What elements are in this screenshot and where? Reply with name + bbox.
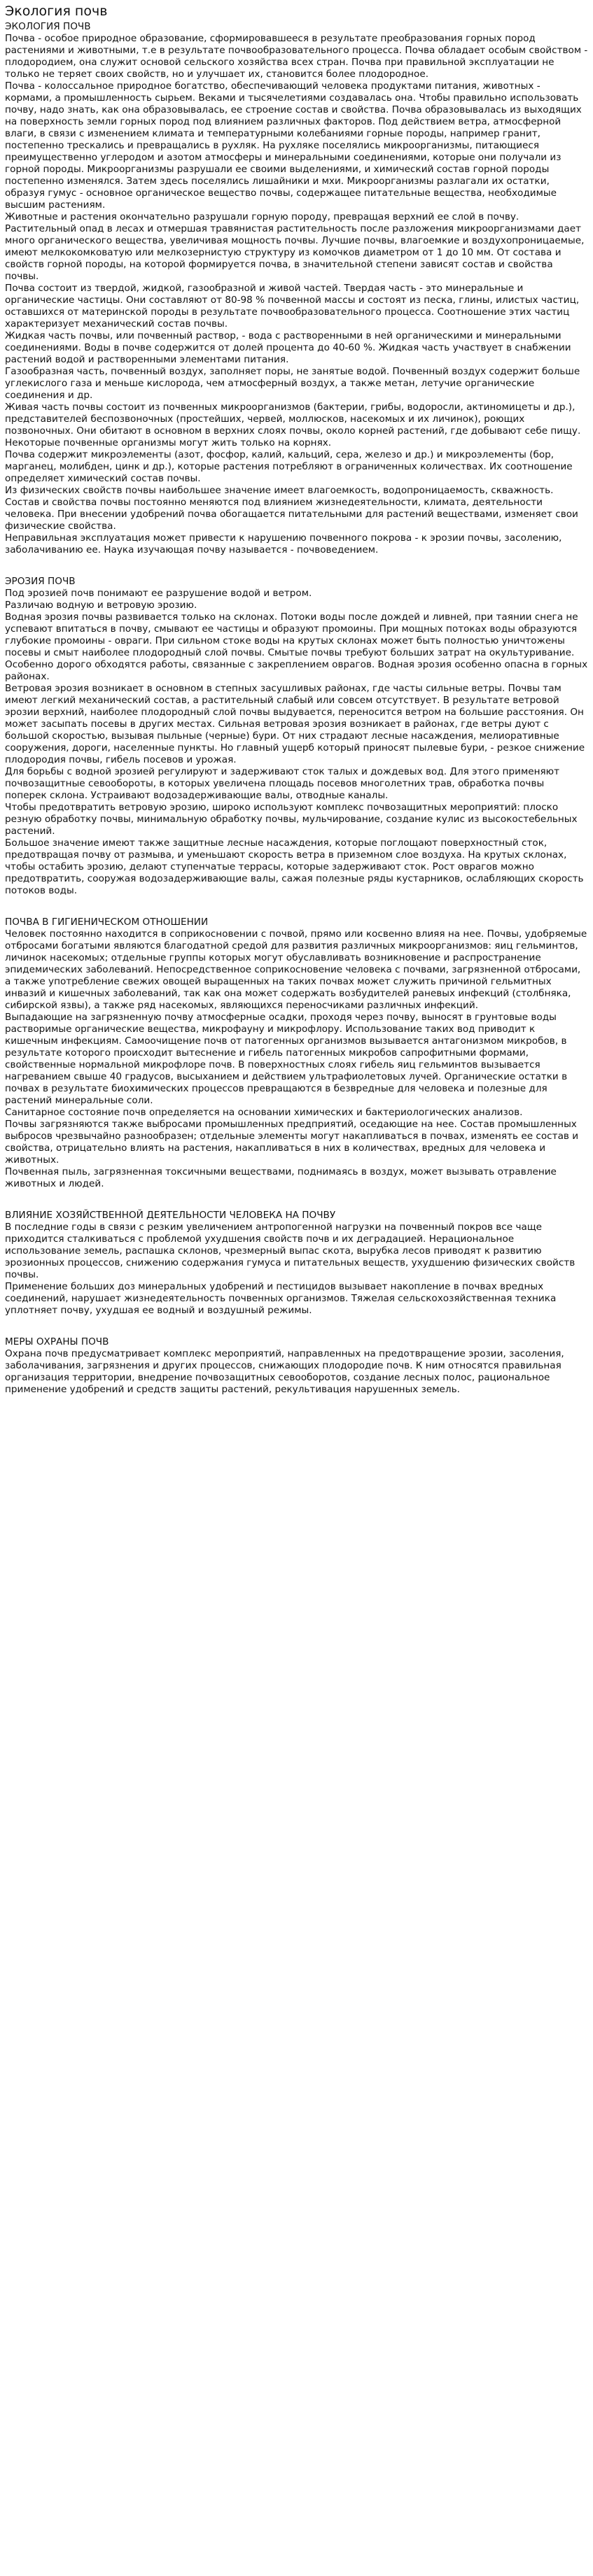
paragraph: Охрана почв предусматривает комплекс мероприятий, направленных на предотвращение эрозии, засоления, заболачивания, загрязнения и других процессов, снижающих плодородие почв. К ним относятся правильная организация территории, внедрение почвозащитных севооборотов, создание лесных полос, рациональное применение удобрений и средств защиты растений, рекультивация нарушенных земель. (5, 1348, 564, 1395)
site-title: Экология почв (5, 3, 108, 19)
paragraph: Различаю водную и ветровую эрозию. (5, 600, 197, 611)
paragraph: Ветровая эрозия возникает в основном в степных засушливых районах, где часты сильные ветры. Почвы там имеют легкий механический состав, а растительный слабый или совсем отсутствует. В результате ветровой эрозии верхний, наиболее плодородный слой почвы выдувается, переносится ветром на большие расстояния. Он может засыпать посевы в других местах. Сильная ветровая эрозия возникает в районах, где ветры дуют с большой скоростью, вызывая пыльные (черные) бури. От них страдают лесные насаждения, мелиоративные сооружения, дороги, населенные пункты. Но главный ущерб который приносят пылевые бури, - резкое снижение плодородия почвы, гибель посевов и урожая. (5, 683, 585, 765)
article-section (5, 1336, 588, 1396)
section-body (5, 33, 588, 556)
paragraph: Почва - особое природное образование, сформировавшееся в результате преобразования горных пород растениями и животными, т.е в результате почвообразовательного процесса. Почва обладает особым свойством - плодородием, она служит основой сельского хозяйства всех стран. Почва при правильной эксплуатации не только не теряет своих свойств, но и улучшает их, становится более плодородное. (5, 33, 588, 80)
paragraph: Применение больших доз минеральных удобрений и пестицидов вызывает накопление в почвах вредных соединений, нарушает жизнедеятельность почвенных организмов. Тяжелая сельскохозяйственная техника уплотняет почву, ухудшая ее водный и воздушный режимы. (5, 1281, 557, 1316)
paragraph: Человек постоянно находится в соприкосновении с почвой, прямо или косвенно влияя на нее. Почвы, удобряемые отбросами богатыми являются благодатной средой для развития различных микроорганизмов: яиц гельминтов, личинок насекомых; отдельные группы которых могут обуславливать возникновение и распространение эпидемических заболеваний. Непосредственное соприкосновение человека с почвами, загрязненной отбросами, а также употребление свежих овощей выращенных на таких почвах может служить причиной гельмитных инвазий и кишечных заболеваний, так как она может содержать возбудителей раневых инфекций (столбняка, сибирской язвы), а также ряд насекомых, являющихся переносчиками различных инфекций. (5, 928, 587, 1011)
article-section (5, 21, 588, 556)
paragraph: Под эрозией почв понимают ее разрушение водой и ветром. (5, 588, 312, 599)
section-heading: ВЛИЯНИЕ ХОЗЯЙСТВЕННОЙ ДЕЯТЕЛЬНОСТИ ЧЕЛОВЕКА НА ПОЧВУ (5, 1210, 336, 1221)
paragraph: Почва состоит из твердой, жидкой, газообразной и живой частей. Твердая часть - это минеральные и органические частицы. Они составляют от 80-98 % почвенной массы и состоят из песка, глины, илистых частиц, оставшихся от материнской породы в результате почвообразовательного процесса. Соотношение этих частиц характеризует механический состав почвы. (5, 283, 580, 330)
paragraph: Почва - колоссальное природное богатство, обеспечивающий человека продуктами питания, животных - кормами, а промышленность сырьем. Веками и тысячелетиями создавалась она. Чтобы правильно использовать почву, надо знать, как она образовывалась, ее строение состав и свойства. Почва образовывалась из выходящих на поверхность земли горных пород под влиянием различных факторов. Под действием ветра, атмосферной влаги, в связи с изменением климата и температурными колебаниями горные породы, например гранит, постепенно трескались и превращались в рухляк. На рухляке поселялись микроорганизмы, питающиеся преимущественно углеродом и азотом атмосферы и минеральными соединениями, которые они получали из горной породы. Микроорганизмы разрушали ее своими выделениями, и химический состав горной породы постепенно изменялся. Затем здесь поселялись лишайники и мхи. Микроорганизмы разлагали их остатки, образуя гумус - основное органическое вещество почвы, содержащее питательные вещества, необходимые высшим растениям. (5, 80, 582, 211)
paragraph: Из физических свойств почвы наибольшее значение имеет влагоемкость, водопроницаемость, скважность. Состав и свойства почвы постоянно меняются под влиянием жизнедеятельности, климата, деятельности человека. При внесении удобрений почва обогащается питательными для растений веществами, изменяет свои физические свойства. (5, 485, 578, 532)
paragraph: Для борьбы с водной эрозией регулируют и задерживают сток талых и дождевых вод. Для этого применяют почвозащитные севообороты, в которых увеличена площадь посевов многолетних трав, обработка почвы поперек склона. Устраивают водозадерживающие валы, отводные каналы. (5, 766, 560, 801)
paragraph: Жидкая часть почвы, или почвенный раствор, - вода с растворенными в ней органическими и минеральными соединениями. Воды в почве содержится от долей процента до 40-60 %. Жидкая часть участвует в снабжении растений водой и растворенными элементами питания. (5, 330, 571, 365)
section-heading: МЕРЫ ОХРАНЫ ПОЧВ (5, 1336, 109, 1347)
paragraph: Выпадающие на загрязненную почву атмосферные осадки, проходя через почву, выносят в грунтовые воды растворимые органические вещества, микрофауну и микрофлору. Использование таких вод приводит к кишечным инфекциям. Самоочищение почв от патогенных организмов вызывается антагонизмом микробов, в результате которого происходит вытеснение и гибель патогенных микробов сапрофитными формами, свойственные нормальной микрофлоре почв. В поверхностных слоях гибель яиц гельминтов вызывается нагреванием свыше 40 градусов, высыханием и действием ультрафиолетовых лучей. Органические остатки в почвах в результате биохимических процессов превращаются в безвредные для человека и полезные для растений минеральные соли. (5, 1012, 568, 1106)
article-sections (5, 21, 588, 1396)
paragraph: Почвенная пыль, загрязненная токсичными веществами, поднимаясь в воздух, может вызывать отравление животных и людей. (5, 1166, 557, 1189)
article-section (5, 576, 588, 897)
section-body (5, 1348, 588, 1396)
article-section (5, 917, 588, 1190)
paragraph: В последние годы в связи с резким увеличением антропогенной нагрузки на почвенный покров все чаще приходится сталкиваться с проблемой ухудшения свойств почв и их деградацией. Нерациональное использование земель, распашка склонов, чрезмерный выпас скота, вырубка лесов приводят к развитию эрозионных процессов, снижению содержания гумуса и питательных веществ, ухудшению физических свойств почвы. (5, 1222, 575, 1280)
paragraph: Почва содержит микроэлементы (азот, фосфор, калий, кальций, сера, железо и др.) и микроэлементы (бор, марганец, молибден, цинк и др.), которые растения потребляют в ограниченных количествах. Их соотношение определяет химический состав почвы. (5, 449, 573, 484)
paragraph: Газообразная часть, почвенный воздух, заполняет поры, не занятые водой. Почвенный воздух содержит больше углекислого газа и меньше кислорода, чем атмосферный воздух, а также метан, летучие органические соединения и др. (5, 366, 580, 401)
section-heading: ПОЧВА В ГИГИЕНИЧЕСКОМ ОТНОШЕНИИ (5, 917, 209, 928)
paragraph: Почвы загрязняются также выбросами промышленных предприятий, оседающие на нее. Состав промышленных выбросов чрезвычайно разнообразен; отдельные элементы могут накапливаться в почвах, изменять ее состав и свойства, отрицательно влиять на растения, накапливаться в них в количествах, вредных для человека и животных. (5, 1119, 579, 1166)
section-body (5, 588, 588, 897)
paragraph: Большое значение имеют также защитные лесные насаждения, которые поглощают поверхностный сток, предотвращая почву от размыва, и уменьшают скорость ветра в приземном слое воздуха. На крутых склонах, чтобы остабить эрозию, делают ступенчатые террасы, которые задерживают сток. Рост оврагов можно предотвратить, сооружая водозадерживающие валы, сажая полезные ряды кустарников, ослабляющих скорость потоков воды. (5, 837, 584, 896)
paragraph: Водная эрозия почвы развивается только на склонах. Потоки воды после дождей и ливней, при таянии снега не успевают впитаться в почву, смывают ее частицы и образуют промоины. При мощных потоках воды образуются глубокие промоины - овраги. При сильном стоке воды на крутых склонах может быть полностью уничтожены посевы и смыт наиболее плодородный слой почвы. Смытые почвы требуют больших затрат на окультуривание. Особенно дорого обходятся работы, связанные с закреплением оврагов. Водная эрозия особенно опасна в горных районах. (5, 611, 588, 682)
section-body (5, 928, 588, 1190)
paragraph: Животные и растения окончательно разрушали горную породу, превращая верхний ее слой в почву. Растительный опад в лесах и отмершая травянистая растительность после разложения микроорганизмами дает много органического вещества, увеличивая мощность почвы. Лучшие почвы, влагоемкие и воздухопроницаемые, имеют мелкокомковатую или мелкозернистую структуру из комочков диаметром от 1 до 10 мм. От состава и свойств горной породы, на которой формируется почва, в значительной степени зависят состав и свойства почвы. (5, 211, 585, 282)
paragraph: Живая часть почвы состоит из почвенных микроорганизмов (бактерии, грибы, водоросли, актиномицеты и др.), представителей беспозвоночных (простейших, червей, моллюсков, насекомых и их личинок), роющих позвоночных. Они обитают в основном в верхних слоях почвы, около корней растений, где добывают себе пищу. Некоторые почвенные организмы могут жить только на корнях. (5, 402, 581, 448)
section-body (5, 1222, 588, 1317)
section-heading: ЭКОЛОГИЯ ПОЧВ (5, 21, 91, 32)
section-heading: ЭРОЗИЯ ПОЧВ (5, 576, 76, 587)
paragraph: Чтобы предотвратить ветровую эрозию, широко используют комплекс почвозащитных мероприятий: плоско резную обработку почвы, минимальную обработку почвы, мульчирование, создание кулис из высокостебельных растений. (5, 802, 578, 837)
paragraph: Санитарное состояние почв определяется на основании химических и бактериологических анализов. (5, 1107, 523, 1118)
paragraph: Неправильная эксплуатация может привести к нарушению почвенного покрова - к эрозии почвы, засолению, заболачиванию ее. Наука изучающая почву называется - почвоведением. (5, 532, 562, 555)
article-section (5, 1210, 588, 1317)
